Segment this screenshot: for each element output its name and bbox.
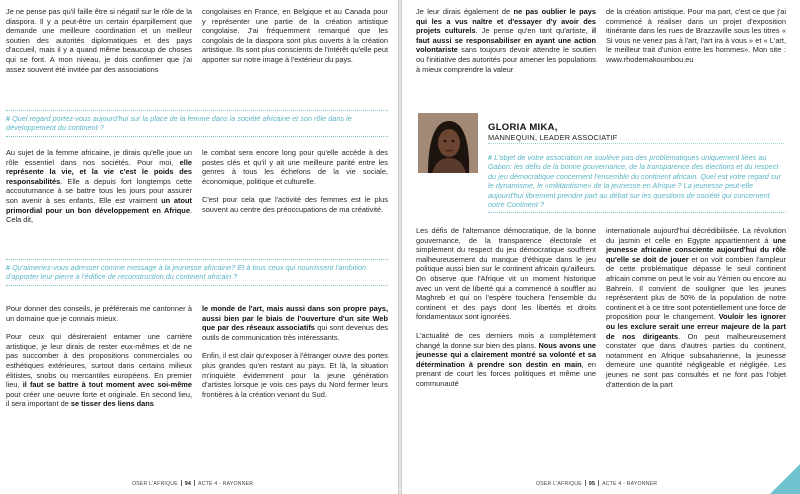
paragraph: Au sujet de la femme africaine, je dirais qu'elle joue un rôle essentiel dans nos sociétés. Pour moi, elle représente la vie, et la vie c'est le poids des responsabilités. Elle a depuis fort longtemps cette accoutumance à se battre tous les jours pour assurer son avenir à ses enfants. Elle est vraiment un atout primordial pour un bon développement en Afrique. Cela dit, — [6, 148, 192, 225]
paragraph: internationale aujourd'hui décrédibilisée. La révolution du jasmin et celle en Egypte appartiennent à une jeunesse africaine consciente aujourd'hui du rôle qu'elle se doit de jouer et on voit combien l'ampleur de cette problématique dépasse le seul continent africain comme on peut le voir au Yémen ou encore au Bahrein. Il convient de souligner que les jeunes représentent plus de 50% de la population de notre continent et à ce titre sont potentiellement une force de proposition pour le changement. Vouloir les ignorer ou les exclure serait une erreur majeure de la part de nos dirigeants. On peut malheureusement constater que dans d'autres parties du continent, notamment en Afrique subsaharienne, la jeunesse demeure une quantité négligeable et négligée. Les jeunes ne sont pas consultés et ne font pas l'objet d'attention de la part — [606, 226, 786, 389]
paragraph: Je leur dirais également de ne pas oublier le pays qui les a vus naître et d'essayer d'y avoir des projets culturels. Je pense qu'en tant qu'artiste, il faut aussi se responsabiliser en ayant une action volontariste sans toujours devoir attendre le soutien ou l'initiative des autorités pour amener les populations à mieux comprendre la valeur — [416, 7, 596, 74]
right-col1-bottom — [416, 226, 596, 398]
page-number: 94 — [184, 481, 192, 487]
profile-role: MANNEQUIN, LEADER ASSOCIATIF — [488, 133, 618, 142]
paragraph: le monde de l'art, mais aussi dans son propre pays, aussi bien par le biais de l'ouverture d'un site Web que par des réseaux associatifs qui sont devenus des outils de communication très intéressants. — [202, 304, 388, 342]
question-youth-activism: # L'objet de votre association ne soulève pas des problématiques uniquement liées au Gabon: les défis de la bonne gouvernance, de la transparence des élections et du respect du jeu démocratique concernent l'ensemble du continent africain. Quel est votre regard sur le dynamisme, le «militantisme» de la jeunesse en Afrique ? La jeunesse peut-elle aujourd'hui librement prendre part au débat sur les questions de société qui concernent notre Continent ? — [488, 150, 786, 213]
left-col1-mid — [6, 148, 192, 234]
magazine-name: OSER L'AFRIQUE — [132, 481, 178, 487]
right-col1-top — [416, 7, 596, 83]
paragraph: le combat sera encore long pour qu'elle accède à des postes clés et qu'il y ait une meilleure parité entre les genres à tous les échelons de la vie sociale, économique, politique et culturelle. — [202, 148, 388, 186]
paragraph: Pour ceux qui désireraient entamer une carrière artistique, je leur dirais de rester eux-mêmes et de ne pas succomber à des propositions commerciales ou esthétiques extérieures, surtout dans certains milieux élitistes, snobs ou mercantiles européens. En premier lieu, il faut se battre à tout moment avec soi-même pour créer une oeuvre forte et originale. En second lieu, il sera important de se tisser des liens dans — [6, 332, 192, 409]
question-youth-message: # Qu'aimeriez-vous adresser comme message à la jeunesse africaine? Et à tous ceux qui nourrissent l'ambition d'apporter leur pierre à l'édifice de reconstruction du continent africain ? — [6, 259, 388, 286]
hash-icon: # — [6, 263, 11, 272]
right-col2-bottom — [606, 226, 786, 398]
section-name: ACTE 4 - RAYONNER — [198, 481, 254, 487]
magazine-name: OSER L'AFRIQUE — [536, 481, 582, 487]
paragraph: C'est pour cela que l'activité des femmes est le plus souvent au centre des préoccupations de ma créativité. — [202, 195, 388, 214]
portrait-image — [418, 113, 478, 173]
page-number: 95 — [588, 481, 596, 487]
hash-icon: # — [488, 153, 493, 162]
question-women-role: # Quel regard portez-vous aujourd'hui sur la place de la femme dans la société africaine et son rôle dans le développement du continent ? — [6, 110, 388, 137]
paragraph: de la création artistique. Pour ma part, c'est ce que j'ai commencé à réaliser dans un projet d'exposition itinérante dans les rues de Brazzaville sous les titres « Si vous ne venez pas à l'art, l'art ira à vous » et « L'art, le meilleur trait d'union entre les hommes». Mon site : www.rhodemakoumbou.eu — [606, 7, 786, 64]
divider — [488, 143, 784, 144]
right-footer — [536, 480, 657, 487]
paragraph: L'actualité de ces derniers mois a complètement changé la donne sur bien des plans. Nous avons une jeunesse qui a clairement montré sa volonté et sa détermination à prendre son destin en main, en prenant de court les forces politiques et même une communauté — [416, 330, 597, 388]
left-col1-top — [6, 7, 192, 83]
corner-accent — [770, 464, 800, 494]
left-col2-bottom — [202, 304, 388, 408]
left-page — [0, 0, 398, 494]
paragraph: Je ne pense pas qu'il faille être si négatif sur le rôle de la diaspora. Il y a peut-être un certain éparpillement que demande une meilleure coordination et un meilleur soutien des autorités diplomatiques et des pays d'accueil, mais il y a quand même beaucoup de choses qui se font. A mon niveau, je dois confirmer que j'ai assez souvent été invitée par des associations — [6, 7, 192, 74]
paragraph: Les défis de l'alternance démocratique, de la bonne gouvernance, de la transparence électorale et simplement du respect du jeu démocratique souffrent malheureusement du manque d'éthique dans le jeu politique aussi bien sur le continent africain qu'ailleurs. On observe que l'Afrique vit un moment historique avec un vent de liberté qui a commencé à souffler au Maghreb et qui on l'espère touchera l'ensemble du continent et des pays dont les libertés et droits fondamentaux sont ignorées. — [416, 226, 596, 322]
right-page — [402, 0, 800, 494]
left-col2-top — [202, 7, 388, 74]
right-col2-top — [606, 7, 786, 74]
paragraph: Enfin, il est clair qu'exposer à l'étranger ouvre des portes plus grandes qu'en restant au pays. Et là, la situation m'inquiète évidemment pour la jeune génération d'artistes lorsque je vois ces pays du Nord fermer leurs frontières à la création venant du Sud. — [202, 351, 388, 399]
section-name: ACTE 4 - RAYONNER — [602, 481, 658, 487]
left-footer — [132, 480, 253, 487]
paragraph: congolaises en France, en Belgique et au Canada pour y représenter une partie de la création artistique congolaise. J'ai fréquemment remarqué que les congolais de la diaspora sont plus ouverts à la création artistique. Ils sont plus conscients de l'intérêt qu'elle peut apporter sur notre image à l'extérieur du pays. — [202, 7, 388, 64]
portrait-photo — [418, 113, 478, 173]
left-col2-mid — [202, 148, 388, 224]
left-col1-bottom — [6, 304, 192, 418]
hash-icon: # — [6, 114, 11, 123]
profile-name: GLORIA MIKA, — [488, 122, 558, 133]
paragraph: Pour donner des conseils, je préférerais me cantonner à un domaine que je connais mieux. — [6, 304, 192, 323]
